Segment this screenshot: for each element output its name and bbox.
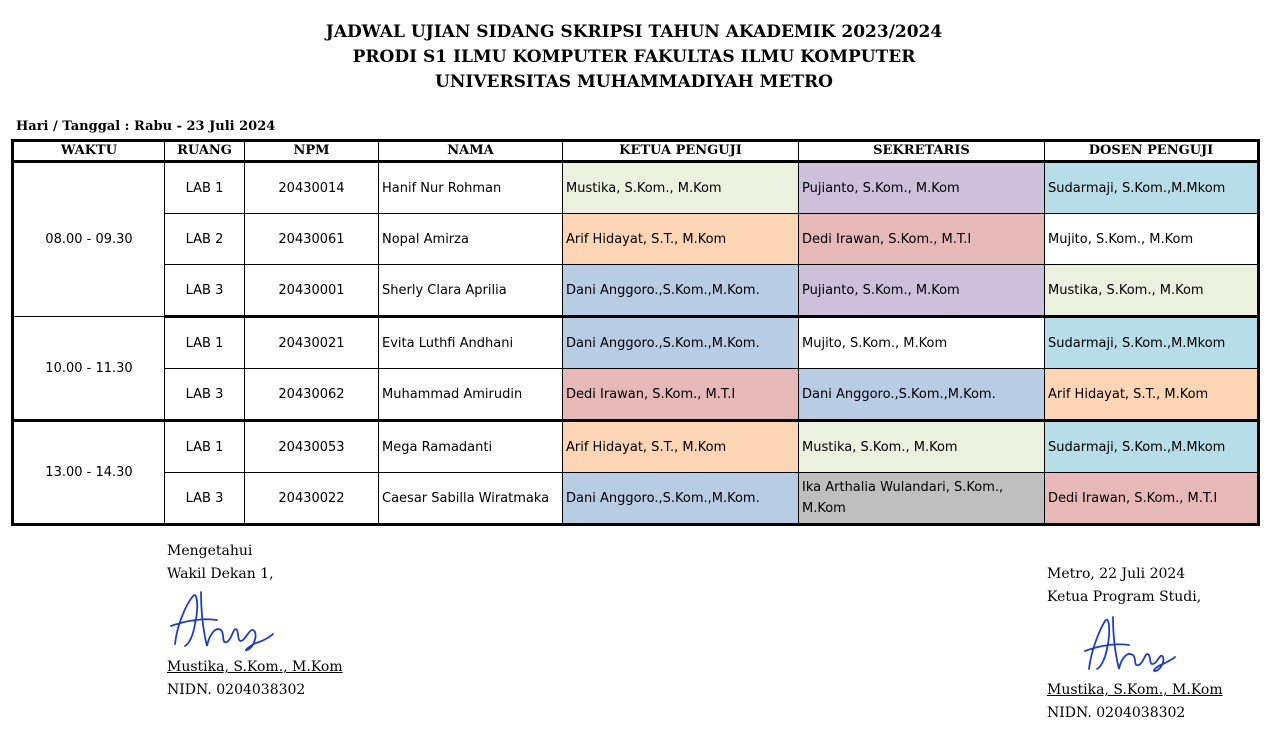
- npm-cell: 20430014: [245, 162, 379, 214]
- table-row: [13, 265, 1259, 317]
- signature-left-line1: Mengetahui: [167, 543, 253, 559]
- signature-left-nidn: NIDN. 0204038302: [167, 682, 306, 698]
- dosen-cell: Sudarmaji, S.Kom.,M.Mkom: [1045, 317, 1259, 369]
- name-cell: Caesar Sabilla Wiratmaka: [379, 473, 563, 525]
- header-line-1: JADWAL UJIAN SIDANG SKRIPSI TAHUN AKADEMIK 2023/2024: [325, 22, 943, 42]
- ketua-cell: Arif Hidayat, S.T., M.Kom: [563, 421, 799, 473]
- signature-block-right: [1047, 563, 1223, 725]
- table-header-row: [13, 141, 1259, 162]
- sekretaris-cell: Pujianto, S.Kom., M.Kom: [799, 265, 1045, 317]
- ketua-cell: Dani Anggoro.,S.Kom.,M.Kom.: [563, 317, 799, 369]
- signature-right-line2: Ketua Program Studi,: [1047, 589, 1202, 605]
- ketua-cell: Dani Anggoro.,S.Kom.,M.Kom.: [563, 265, 799, 317]
- ketua-cell: Dani Anggoro.,S.Kom.,M.Kom.: [563, 473, 799, 525]
- room-cell: LAB 3: [165, 265, 245, 317]
- time-slot-cell: 10.00 - 11.30: [13, 317, 165, 421]
- room-cell: LAB 1: [165, 317, 245, 369]
- dosen-cell: Mustika, S.Kom., M.Kom: [1045, 265, 1259, 317]
- npm-cell: 20430061: [245, 214, 379, 265]
- room-cell: LAB 3: [165, 473, 245, 525]
- dosen-cell: Dedi Irawan, S.Kom., M.T.I: [1045, 473, 1259, 525]
- column-header: SEKRETARIS: [799, 141, 1045, 162]
- table-row: [13, 317, 1259, 369]
- time-slot-cell: 13.00 - 14.30: [13, 421, 165, 525]
- npm-cell: 20430001: [245, 265, 379, 317]
- room-cell: LAB 3: [165, 369, 245, 421]
- header-line-3: UNIVERSITAS MUHAMMADIYAH METRO: [435, 72, 833, 92]
- sekretaris-cell: Dedi Irawan, S.Kom., M.T.I: [799, 214, 1045, 265]
- signature-image: [167, 586, 277, 656]
- column-header: NPM: [245, 141, 379, 162]
- schedule-table: [11, 139, 1260, 526]
- column-header: NAMA: [379, 141, 563, 162]
- dosen-cell: Mujito, S.Kom., M.Kom: [1045, 214, 1259, 265]
- dosen-cell: Sudarmaji, S.Kom.,M.Mkom: [1045, 421, 1259, 473]
- signature-right-nidn: NIDN. 0204038302: [1047, 705, 1186, 721]
- column-header: RUANG: [165, 141, 245, 162]
- dosen-cell: Arif Hidayat, S.T., M.Kom: [1045, 369, 1259, 421]
- signature-left-line2: Wakil Dekan 1,: [167, 566, 274, 582]
- signature-left-name: Mustika, S.Kom., M.Kom: [167, 659, 343, 675]
- sekretaris-cell: Dani Anggoro.,S.Kom.,M.Kom.: [799, 369, 1045, 421]
- signature-right-name: Mustika, S.Kom., M.Kom: [1047, 682, 1223, 698]
- npm-cell: 20430053: [245, 421, 379, 473]
- sekretaris-cell: Mustika, S.Kom., M.Kom: [799, 421, 1045, 473]
- header-line-2: PRODI S1 ILMU KOMPUTER FAKULTAS ILMU KOMPUTER: [352, 47, 916, 67]
- name-cell: Sherly Clara Aprilia: [379, 265, 563, 317]
- table-row: [13, 473, 1259, 525]
- npm-cell: 20430021: [245, 317, 379, 369]
- name-cell: Nopal Amirza: [379, 214, 563, 265]
- signature-block-left: [167, 540, 343, 702]
- table-row: [13, 421, 1259, 473]
- date-line: Hari / Tanggal : Rabu - 23 Juli 2024: [16, 119, 276, 134]
- time-slot-cell: 08.00 - 09.30: [13, 162, 165, 317]
- ketua-cell: Mustika, S.Kom., M.Kom: [563, 162, 799, 214]
- room-cell: LAB 1: [165, 162, 245, 214]
- sekretaris-cell: Mujito, S.Kom., M.Kom: [799, 317, 1045, 369]
- name-cell: Mega Ramadanti: [379, 421, 563, 473]
- signature-image: [1047, 609, 1177, 679]
- room-cell: LAB 2: [165, 214, 245, 265]
- dosen-cell: Sudarmaji, S.Kom.,M.Mkom: [1045, 162, 1259, 214]
- name-cell: Evita Luthfi Andhani: [379, 317, 563, 369]
- table-row: [13, 162, 1259, 214]
- table-row: [13, 369, 1259, 421]
- name-cell: Hanif Nur Rohman: [379, 162, 563, 214]
- table-row: [13, 214, 1259, 265]
- document-header: [0, 20, 1268, 95]
- sekretaris-cell: Pujianto, S.Kom., M.Kom: [799, 162, 1045, 214]
- ketua-cell: Dedi Irawan, S.Kom., M.T.I: [563, 369, 799, 421]
- column-header: KETUA PENGUJI: [563, 141, 799, 162]
- column-header: WAKTU: [13, 141, 165, 162]
- npm-cell: 20430062: [245, 369, 379, 421]
- ketua-cell: Arif Hidayat, S.T., M.Kom: [563, 214, 799, 265]
- name-cell: Muhammad Amirudin: [379, 369, 563, 421]
- npm-cell: 20430022: [245, 473, 379, 525]
- sekretaris-cell: Ika Arthalia Wulandari, S.Kom., M.Kom: [799, 473, 1045, 525]
- column-header: DOSEN PENGUJI: [1045, 141, 1259, 162]
- signature-right-line1: Metro, 22 Juli 2024: [1047, 566, 1186, 582]
- room-cell: LAB 1: [165, 421, 245, 473]
